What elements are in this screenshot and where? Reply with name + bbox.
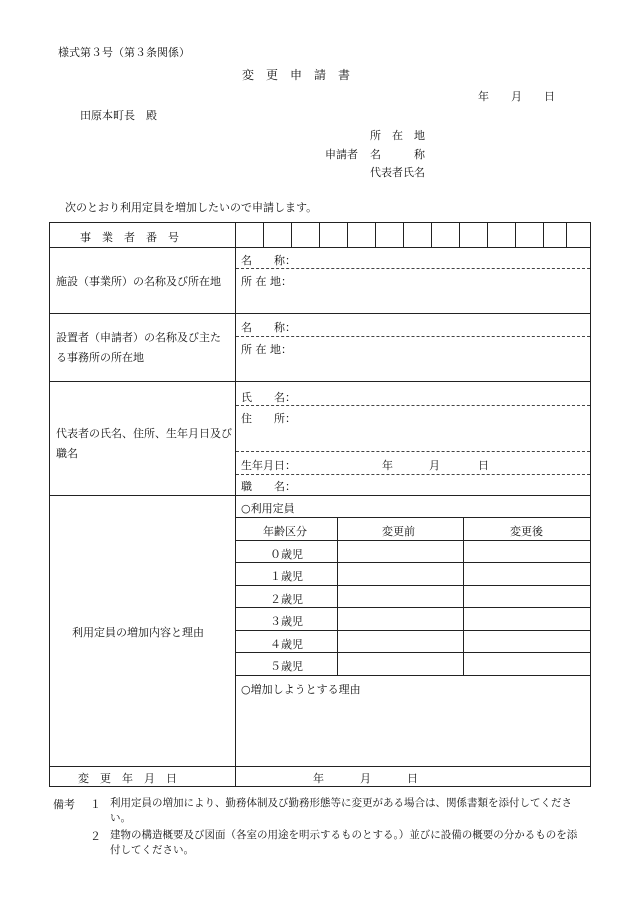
page-title: 変 更 申 請 書 [242, 68, 351, 82]
age-row-label: １歳児 [270, 570, 303, 583]
rep-birth-day: 日 [478, 459, 489, 472]
capacity-section-label: ○利用定員 [241, 502, 295, 515]
capacity-header-before: 変更前 [382, 525, 415, 538]
rep-name-label: 氏 名： [241, 391, 296, 404]
rep-birth-month: 月 [429, 459, 440, 472]
facility-name-label: 名 称： [241, 254, 296, 267]
notes-label: 備考 [53, 798, 75, 811]
facility-label: 施設（事業所）の名称及び所在地 [56, 275, 221, 288]
change-date-day: 日 [407, 772, 418, 785]
note-text: 利用定員の増加により、勤務体制及び勤務形態等に変更がある場合は、関係書類を添付してください。 [110, 797, 572, 824]
note-number: ２ [90, 830, 101, 843]
rep-birth-year: 年 [382, 459, 393, 472]
applicant-name-label: 名 称 [370, 148, 425, 161]
age-row-label: ５歳児 [270, 660, 303, 673]
establisher-address-label: 所 在 地： [241, 343, 292, 356]
change-date-month: 月 [360, 772, 371, 785]
capacity-header-age: 年齢区分 [263, 525, 307, 538]
capacity-header-after: 変更後 [510, 525, 543, 538]
applicant-rep-label: 代表者氏名 [370, 166, 425, 179]
change-date-label: 変 更 年 月 日 [78, 772, 177, 785]
representative-label: 代表者の氏名、住所、生年月日及び職名 [56, 427, 232, 460]
applicant-label: 申請者 [325, 148, 358, 161]
facility-address-label: 所 在 地： [241, 275, 292, 288]
applicant-address-label: 所 在 地 [370, 129, 425, 142]
establisher-label: 設置者（申請者）の名称及び主たる事務所の所在地 [56, 331, 221, 364]
change-date-year: 年 [313, 772, 324, 785]
note-number: １ [90, 798, 101, 811]
reason-label: ○増加しようとする理由 [241, 683, 361, 696]
age-row-label: ４歳児 [270, 638, 303, 651]
date-line: 年 月 日 [478, 90, 555, 103]
addressee: 田原本町長 殿 [80, 109, 157, 122]
age-row-label: ３歳児 [270, 615, 303, 628]
intro-text: 次のとおり利用定員を増加したいので申請します。 [65, 201, 318, 214]
capacity-label: 利用定員の増加内容と理由 [72, 626, 204, 639]
business-number-label: 事 業 者 番 号 [80, 231, 179, 244]
rep-address-label: 住 所： [241, 412, 296, 425]
age-row-label: ２歳児 [270, 593, 303, 606]
rep-position-label: 職 名： [241, 480, 296, 493]
rep-birth-label: 生年月日： [241, 459, 296, 472]
establisher-name-label: 名 称： [241, 321, 296, 334]
note-text: 建物の構造概要及び図面（各室の用途を明示するものとする。）並びに設備の概要の分かるものを添付してください。 [110, 829, 578, 856]
age-row-label: ０歳児 [270, 548, 303, 561]
form-number: 様式第３号（第３条関係） [58, 46, 190, 59]
